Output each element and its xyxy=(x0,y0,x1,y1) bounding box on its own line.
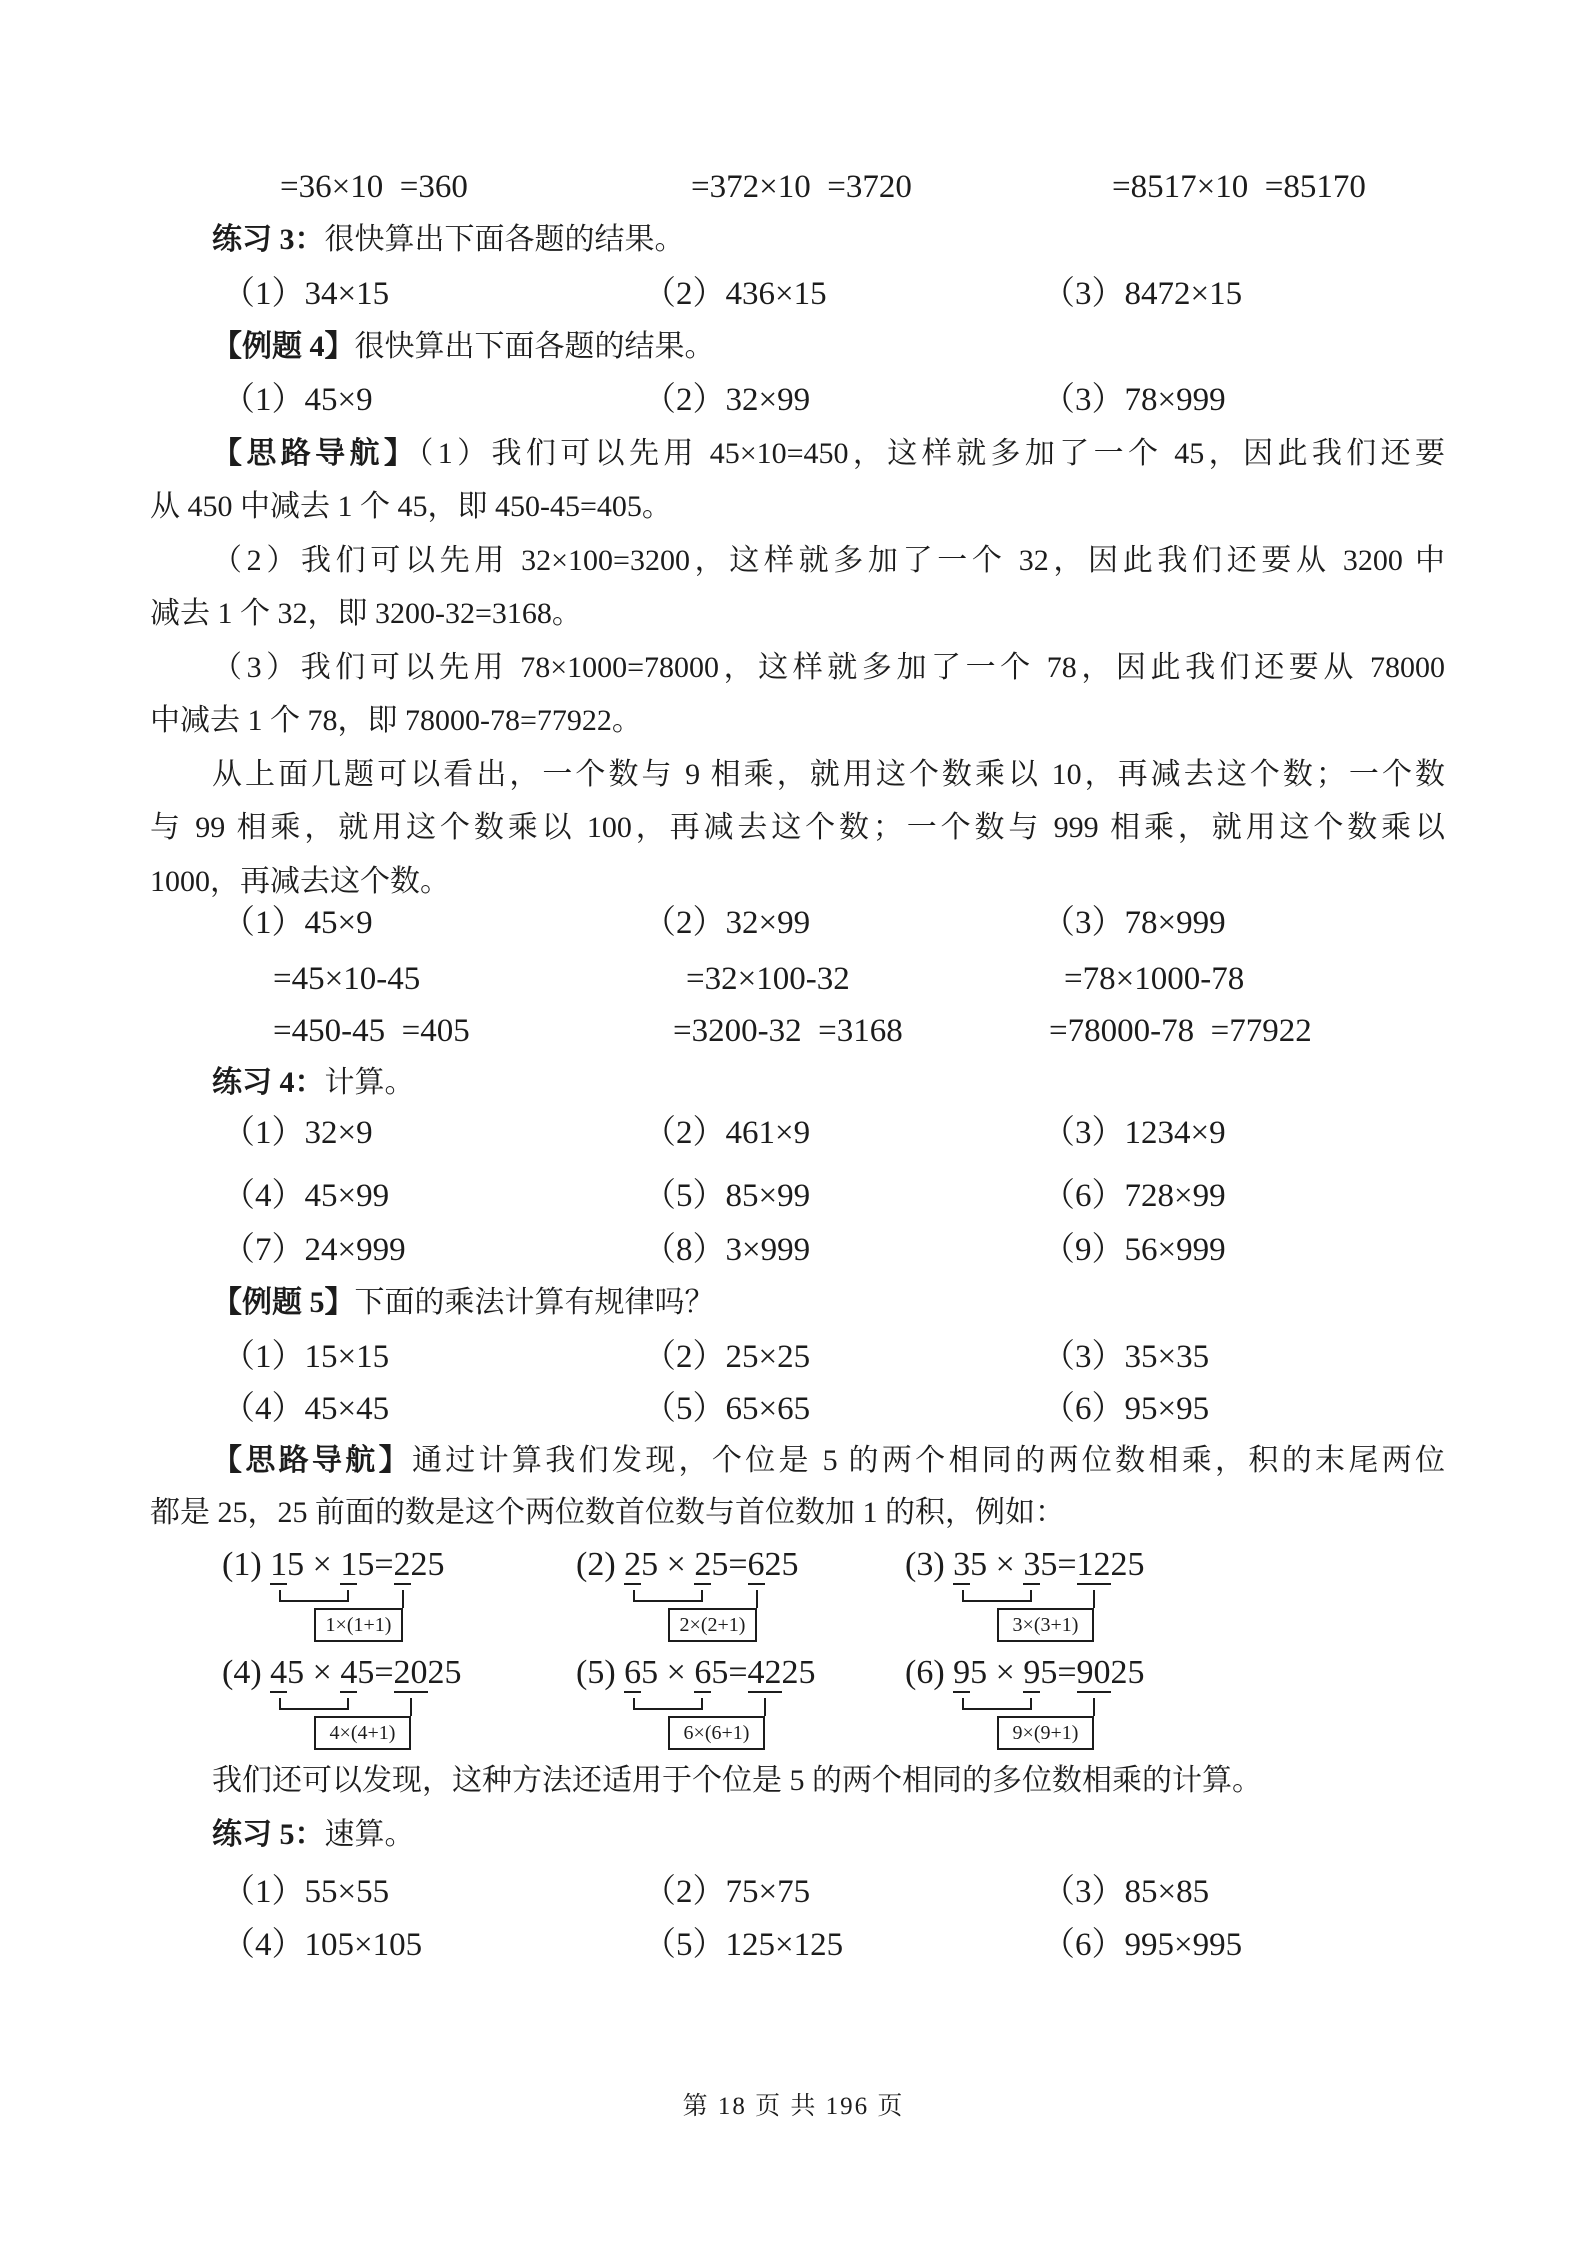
problem-row xyxy=(150,267,1445,321)
underlined-digit: 2 xyxy=(694,1546,712,1583)
formula-text: (5) xyxy=(576,1654,625,1691)
diagram-row xyxy=(150,1652,1445,1762)
page-footer: 第 18 页 共 196 页 xyxy=(682,2093,905,2120)
formula-text: 5 × xyxy=(641,1546,695,1583)
problem: （1）45×9 xyxy=(222,382,373,418)
problem: （8）3×999 xyxy=(643,1232,811,1268)
formula-text: 5 × xyxy=(287,1546,341,1583)
section-title: 很快算出下面各题的结果。 xyxy=(354,330,715,363)
note-line xyxy=(150,1754,1445,1808)
section-label: 练习 4： xyxy=(212,1066,325,1099)
formula-text: 25 xyxy=(764,1546,799,1583)
analysis-text: 都是 25，25 前面的数是这个两位数首位数与首位数加 1 的积，例如： xyxy=(150,1496,1065,1529)
underlined-digit: 1 xyxy=(270,1546,288,1583)
underlined-digit: 9 xyxy=(953,1654,971,1691)
formula-text: (3) xyxy=(905,1546,954,1583)
underlined-digit: 6 xyxy=(624,1654,642,1691)
formula-text: (4) xyxy=(222,1654,271,1691)
equation: =3200-32 =3168 xyxy=(673,1013,903,1049)
digit-link-bracket xyxy=(962,1698,1032,1710)
underlined-digit: 12 xyxy=(1076,1546,1111,1583)
problem: （1）15×15 xyxy=(222,1339,390,1375)
section-title: 很快算出下面各题的结果。 xyxy=(324,223,685,256)
analysis-text: 减去 1 个 32，即 3200-32=3168。 xyxy=(150,597,582,630)
analysis-line xyxy=(150,480,1445,534)
digit-link-bracket xyxy=(962,1590,1032,1602)
product-rule-box: 9×(9+1) xyxy=(997,1716,1094,1750)
problem-row xyxy=(150,1865,1445,1919)
product-rule-box: 1×(1+1) xyxy=(314,1608,403,1642)
formula-text: (6) xyxy=(905,1654,954,1691)
result-link-line xyxy=(1093,1590,1095,1608)
formula-text: 5 × xyxy=(641,1654,695,1691)
equation-row xyxy=(150,952,1445,1006)
analysis-text: 从 450 中减去 1 个 45，即 450-45=405。 xyxy=(150,490,672,523)
problem: （5）65×65 xyxy=(643,1391,811,1427)
underlined-digit: 42 xyxy=(747,1654,782,1691)
problem: （2）436×15 xyxy=(643,276,827,312)
diagram-row xyxy=(150,1544,1445,1654)
formula-text: 5 × xyxy=(970,1654,1024,1691)
section-title: 下面的乘法计算有规律吗？ xyxy=(354,1286,715,1319)
problem: （6）995×995 xyxy=(1042,1927,1243,1963)
problem-row xyxy=(150,1382,1445,1436)
underlined-digit: 2 xyxy=(624,1546,642,1583)
problem-row xyxy=(150,1223,1445,1277)
underlined-digit: 4 xyxy=(340,1654,358,1691)
underlined-digit: 9 xyxy=(1023,1654,1041,1691)
underlined-digit: 6 xyxy=(747,1546,765,1583)
problem: （3）1234×9 xyxy=(1042,1115,1226,1151)
formula-text: 25 xyxy=(427,1654,462,1691)
problem: （9）56×999 xyxy=(1042,1232,1226,1268)
underlined-digit: 2 xyxy=(393,1546,411,1583)
underlined-digit: 1 xyxy=(340,1546,358,1583)
equation: =8517×10 =85170 xyxy=(1112,169,1366,205)
diagram-formula xyxy=(576,1544,926,1586)
problem: （4）45×45 xyxy=(222,1391,390,1427)
equation: =36×10 =360 xyxy=(280,169,468,205)
summary-line xyxy=(150,801,1445,855)
problem: （6）728×99 xyxy=(1042,1178,1226,1214)
result-link-line xyxy=(1093,1698,1095,1716)
result-link-line xyxy=(756,1590,758,1608)
product-rule-box: 2×(2+1) xyxy=(668,1608,757,1642)
product-rule-box: 3×(3+1) xyxy=(997,1608,1094,1642)
underlined-digit: 3 xyxy=(1023,1546,1041,1583)
problem: （3）78×999 xyxy=(1042,905,1226,941)
problem: （2）461×9 xyxy=(643,1115,811,1151)
problem: （5）85×99 xyxy=(643,1178,811,1214)
problem: （1）32×9 xyxy=(222,1115,373,1151)
equation: =32×100-32 xyxy=(686,961,850,997)
product-rule-box: 4×(4+1) xyxy=(314,1716,411,1750)
diagram-formula xyxy=(222,1652,572,1694)
problem: （3）35×35 xyxy=(1042,1339,1210,1375)
analysis-line xyxy=(150,587,1445,641)
section-label: 练习 5： xyxy=(212,1818,325,1851)
formula-text: 25 xyxy=(1110,1546,1145,1583)
problem: （2）75×75 xyxy=(643,1874,811,1910)
equation: =372×10 =3720 xyxy=(691,169,912,205)
section-header-practice5 xyxy=(150,1808,1445,1862)
problem-row xyxy=(150,1918,1445,1972)
problem-row xyxy=(150,1330,1445,1384)
diagram-formula xyxy=(222,1544,572,1586)
digit-link-bracket xyxy=(633,1698,703,1710)
factor-diagram xyxy=(905,1652,1255,1760)
summary-text: 1000，再减去这个数。 xyxy=(150,865,450,898)
section-label: 【例题 5】 xyxy=(212,1286,355,1319)
diagram-formula xyxy=(576,1652,926,1694)
section-label: 【例题 4】 xyxy=(212,330,355,363)
problem: （1）55×55 xyxy=(222,1874,390,1910)
equation-row xyxy=(150,1004,1445,1058)
result-link-line xyxy=(764,1698,766,1716)
result-link-line xyxy=(402,1590,404,1608)
formula-text: 5= xyxy=(711,1654,748,1691)
equation: =78000-78 =77922 xyxy=(1049,1013,1312,1049)
underlined-digit: 90 xyxy=(1076,1654,1111,1691)
problem-row xyxy=(150,1106,1445,1160)
problem-row xyxy=(150,1169,1445,1223)
analysis-label: 【思路导航】 xyxy=(212,437,419,470)
analysis-line xyxy=(150,641,1445,695)
analysis-text: （1）我们可以先用 45×10=450，这样就多加了一个 45，因此我们还要 xyxy=(418,437,1445,470)
problem: （3）85×85 xyxy=(1042,1874,1210,1910)
result-link-line xyxy=(410,1698,412,1716)
analysis-line xyxy=(150,427,1445,481)
problem: （4）45×99 xyxy=(222,1178,390,1214)
analysis-label: 【思路导航】 xyxy=(212,1444,412,1477)
problem-row xyxy=(150,373,1445,427)
factor-diagram xyxy=(905,1544,1255,1652)
diagram-formula xyxy=(905,1652,1255,1694)
section-header-example4 xyxy=(150,320,1445,374)
analysis-line xyxy=(150,534,1445,588)
analysis-text: 中减去 1 个 78，即 78000-78=77922。 xyxy=(150,704,642,737)
problem: （6）95×95 xyxy=(1042,1391,1210,1427)
factor-diagram xyxy=(222,1652,572,1760)
formula-text: 25 xyxy=(1110,1654,1145,1691)
section-header-practice4 xyxy=(150,1056,1445,1110)
factor-diagram xyxy=(222,1544,572,1652)
problem: （2）32×99 xyxy=(643,382,811,418)
formula-text: 5= xyxy=(1040,1654,1077,1691)
equation: =45×10-45 xyxy=(273,961,421,997)
note-text: 我们还可以发现，这种方法还适用于个位是 5 的两个相同的多位数相乘的计算。 xyxy=(212,1764,1262,1797)
problem: （2）25×25 xyxy=(643,1339,811,1375)
underlined-digit: 3 xyxy=(953,1546,971,1583)
equation-row xyxy=(150,160,1445,214)
digit-link-bracket xyxy=(279,1590,349,1602)
problem: （4）105×105 xyxy=(222,1927,423,1963)
analysis-text: （3）我们可以先用 78×1000=78000，这样就多加了一个 78，因此我们还要从 78000 xyxy=(212,651,1445,684)
problem: （3）8472×15 xyxy=(1042,276,1243,312)
formula-text: (1) xyxy=(222,1546,271,1583)
factor-diagram xyxy=(576,1652,926,1760)
underlined-digit: 6 xyxy=(694,1654,712,1691)
formula-text: 5= xyxy=(357,1546,394,1583)
formula-text: 5 × xyxy=(970,1546,1024,1583)
formula-text: 5= xyxy=(711,1546,748,1583)
factor-diagram xyxy=(576,1544,926,1652)
analysis-line xyxy=(150,694,1445,748)
problem: （2）32×99 xyxy=(643,905,811,941)
product-rule-box: 6×(6+1) xyxy=(668,1716,765,1750)
problem-row xyxy=(150,896,1445,950)
formula-text: 5= xyxy=(1040,1546,1077,1583)
analysis-text: （2）我们可以先用 32×100=3200，这样就多加了一个 32，因此我们还要从 3200 中 xyxy=(212,544,1445,577)
digit-link-bracket xyxy=(279,1698,349,1710)
equation: =78×1000-78 xyxy=(1064,961,1245,997)
problem: （1）45×9 xyxy=(222,905,373,941)
summary-text: 从上面几题可以看出，一个数与 9 相乘，就用这个数乘以 10，再减去这个数；一个数 xyxy=(212,758,1445,791)
formula-text: (2) xyxy=(576,1546,625,1583)
section-header-practice3 xyxy=(150,213,1445,267)
problem: （1）34×15 xyxy=(222,276,390,312)
underlined-digit: 4 xyxy=(270,1654,288,1691)
summary-line xyxy=(150,748,1445,802)
problem: （3）78×999 xyxy=(1042,382,1226,418)
problem: （7）24×999 xyxy=(222,1232,406,1268)
formula-text: 5 × xyxy=(287,1654,341,1691)
section-title: 速算。 xyxy=(324,1818,415,1851)
formula-text: 25 xyxy=(410,1546,445,1583)
digit-link-bracket xyxy=(633,1590,703,1602)
section-header-example5 xyxy=(150,1276,1445,1330)
analysis-line xyxy=(150,1486,1445,1540)
formula-text: 25 xyxy=(781,1654,816,1691)
analysis-text: 通过计算我们发现，个位是 5 的两个相同的两位数相乘，积的末尾两位 xyxy=(411,1444,1446,1477)
formula-text: 5= xyxy=(357,1654,394,1691)
section-label: 练习 3： xyxy=(212,223,325,256)
underlined-digit: 20 xyxy=(393,1654,428,1691)
analysis-line xyxy=(150,1434,1445,1488)
summary-text: 与 99 相乘，就用这个数乘以 100，再减去这个数；一个数与 999 相乘，就用这个数乘以 xyxy=(150,811,1445,844)
section-title: 计算。 xyxy=(324,1066,415,1099)
equation: =450-45 =405 xyxy=(273,1013,470,1049)
diagram-formula xyxy=(905,1544,1255,1586)
problem: （5）125×125 xyxy=(643,1927,844,1963)
